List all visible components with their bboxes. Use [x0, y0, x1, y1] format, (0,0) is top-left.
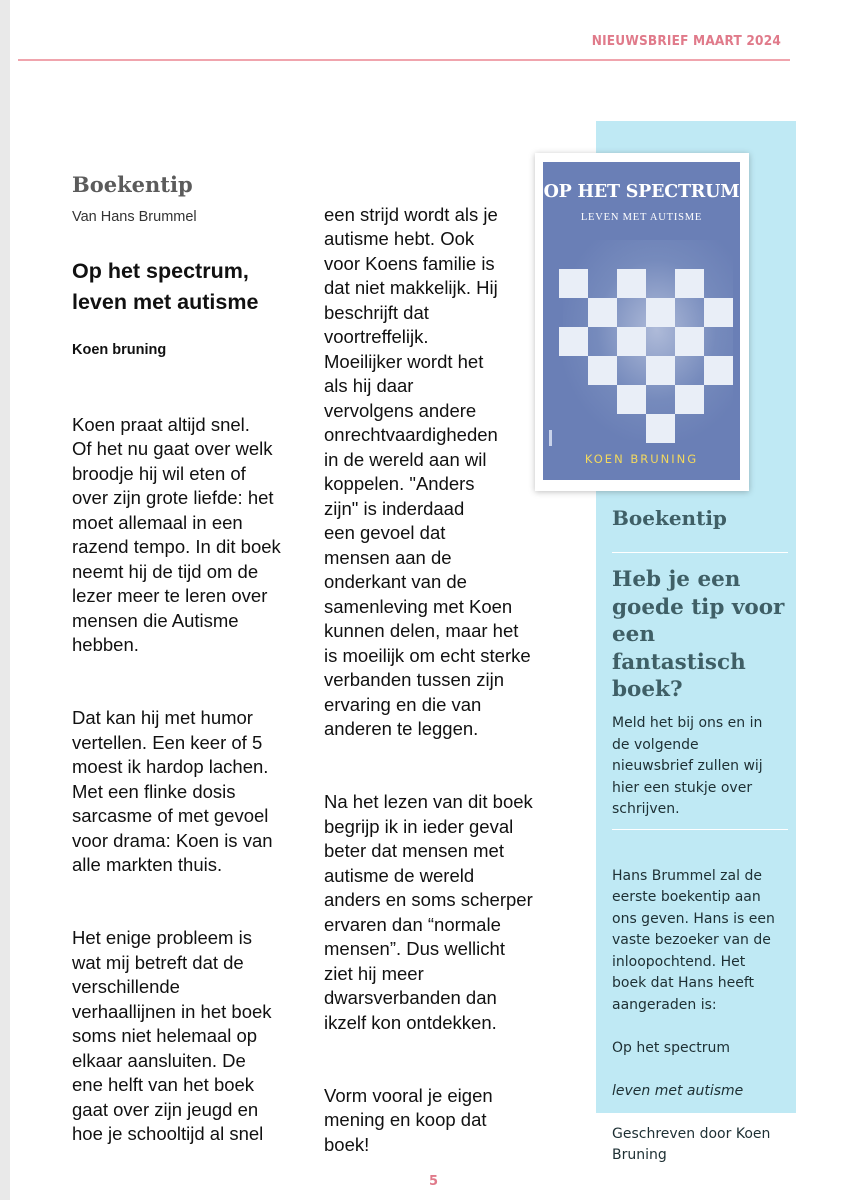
paragraph: Dat kan hij met humor vertellen. Een keer of 5 moest ik hardop lachen. Met een flinke dosis sarcasme of met gevoel voor drama: Koen is van alle markten thuis. [72, 707, 273, 875]
sidebar-book-subtitle: leven met autisme [612, 1082, 744, 1099]
paragraph: Het enige probleem is wat mij betreft dat de verschillende verhaallijnen in het boek soms niet helemaal op elkaar aansluiten. De ene helft van het boek gaat over zijn jeugd en hoe je schooltijd al snel [72, 927, 272, 1144]
article-column-1 [72, 172, 304, 1171]
cover-author: KOEN BRUNING [584, 452, 699, 466]
sidebar-divider [612, 552, 788, 553]
cover-subtitle: LEVEN MET AUTISME [580, 212, 703, 223]
paragraph: Na het lezen van dit boek begrijp ik in ieder geval beter dat mensen met autisme de wereld anders en soms scherper ervaren dan “normale mensen”. Dus wellicht ziet hij meer dwarsverbanden dan ikzelf kon ontdekken. [324, 791, 533, 1033]
article-kicker: Boekentip [72, 172, 193, 197]
article-body-col1 [72, 388, 304, 1171]
page-edge [0, 0, 10, 1200]
sidebar-kicker: Boekentip [612, 506, 727, 530]
paragraph: Koen praat altijd snel. Of het nu gaat over welk broodje hij wil eten of over zijn grote liefde: het moet allemaal in een razend tempo. In dit boek neemt hij de tijd om de lezer meer te leren over mensen die Autisme hebben. [72, 413, 281, 655]
header-divider [18, 59, 790, 61]
sidebar-call-to-action: Meld het bij ons en in de volgende nieuwsbrief zullen wij hier een stukje over schrijven. [612, 715, 763, 817]
book-cover [543, 162, 740, 480]
sidebar-book-author: Geschreven door Koen Bruning [612, 1125, 771, 1163]
paragraph: een strijd wordt als je autisme hebt. Ook voor Koens familie is dat niet makkelijk. Hij beschrijft dat voortreffelijk. Moeilijker wordt het als hij daar vervolgens andere onrechtvaardigheden in de wereld aan wil koppelen. "Anders zijn" is inderdaad een gevoel dat mensen aan de onderkant van de samenleving met Koen kunnen delen, maar het is moeilijk om echt sterke verbanden tussen zijn ervaring en die van anderen te leggen. [324, 203, 531, 739]
page-number: 5 [428, 1174, 439, 1189]
paragraph: Vorm vooral je eigen mening en koop dat boek! [324, 1084, 493, 1155]
article-byline: Van Hans Brummel [72, 209, 197, 225]
sidebar-title: Heb je een goede tip voor een fantastisch boek? [612, 567, 785, 702]
cover-title: OP HET SPECTRUM [543, 182, 740, 202]
sidebar-info-text: Hans Brummel zal de eerste boekentip aan ons geven. Hans is een vaste bezoeker van de inloopochtend. Het boek dat Hans heeft aangeraden is: [612, 867, 775, 1013]
article-title: Op het spectrum, leven met autisme [72, 259, 259, 314]
book-cover-image [535, 153, 749, 491]
cover-checker-pattern [559, 240, 739, 440]
article-subhead: Koen bruning [72, 342, 167, 358]
sidebar-info [612, 844, 790, 1188]
newsletter-header: NIEUWSBRIEF MAART 2024 [591, 33, 781, 49]
publisher-mark [549, 430, 552, 446]
sidebar-divider [612, 829, 788, 830]
sidebar-book-title: Op het spectrum [612, 1039, 731, 1056]
